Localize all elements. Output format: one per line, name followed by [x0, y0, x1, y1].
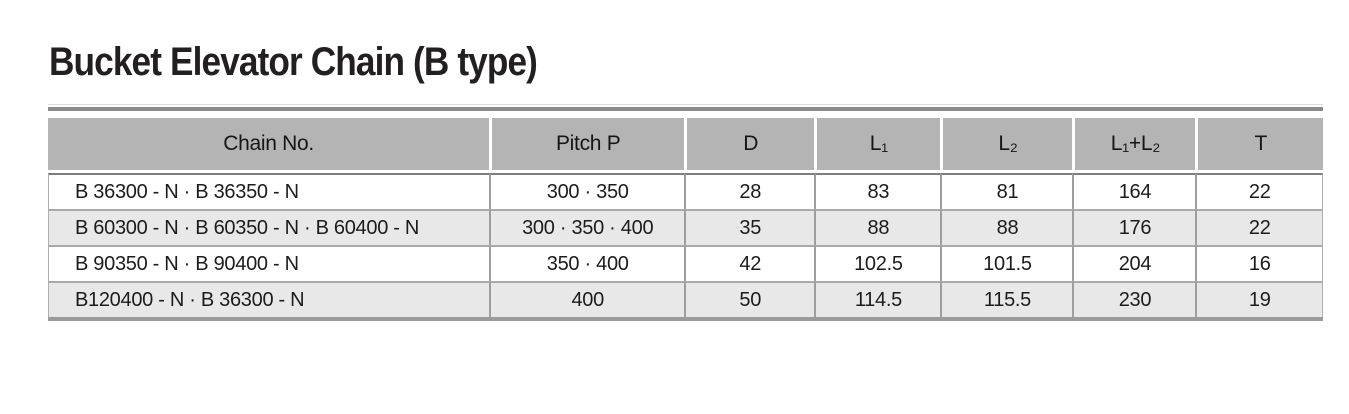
cell-l1: 114.5: [814, 281, 940, 317]
cell-chain-no: B 60300 - N · B 60350 - N · B 60400 - N: [48, 209, 489, 245]
header-row: [48, 118, 1323, 173]
cell-l2: 115.5: [940, 281, 1072, 317]
cell-l1-plus-l2: 176: [1072, 209, 1195, 245]
table-row: [48, 209, 1323, 245]
cell-pitch-p: 300 · 350 · 400: [489, 209, 684, 245]
cell-pitch-p: 350 · 400: [489, 245, 684, 281]
bottom-rule: [48, 317, 1323, 321]
cell-chain-no: B 36300 - N · B 36350 - N: [48, 173, 489, 209]
cell-chain-no: B 90350 - N · B 90400 - N: [48, 245, 489, 281]
cell-l1-plus-l2: 230: [1072, 281, 1195, 317]
cell-l1: 83: [814, 173, 940, 209]
column-header-l1: L₁: [814, 118, 940, 173]
cell-t: 22: [1195, 173, 1323, 209]
cell-pitch-p: 300 · 350: [489, 173, 684, 209]
page-title: Bucket Elevator Chain (B type): [49, 40, 538, 84]
cell-l2: 88: [940, 209, 1072, 245]
cell-l2: 81: [940, 173, 1072, 209]
cell-l1: 88: [814, 209, 940, 245]
column-header-t: T: [1195, 118, 1323, 173]
cell-t: 19: [1195, 281, 1323, 317]
table-row: [48, 245, 1323, 281]
cell-d: 35: [684, 209, 814, 245]
column-header-l2: L₂: [940, 118, 1072, 173]
top-rule: [48, 107, 1323, 111]
top-faint-rule: [48, 104, 1323, 105]
column-header-chain-no: Chain No.: [48, 118, 489, 173]
spec-table-section: [48, 104, 1323, 321]
cell-t: 22: [1195, 209, 1323, 245]
cell-l2: 101.5: [940, 245, 1072, 281]
cell-chain-no: B120400 - N · B 36300 - N: [48, 281, 489, 317]
cell-l1-plus-l2: 164: [1072, 173, 1195, 209]
cell-d: 42: [684, 245, 814, 281]
table-row: [48, 173, 1323, 209]
table-row: [48, 281, 1323, 317]
cell-pitch-p: 400: [489, 281, 684, 317]
cell-d: 28: [684, 173, 814, 209]
column-header-l1-plus-l2: L₁+L₂: [1072, 118, 1195, 173]
cell-l1: 102.5: [814, 245, 940, 281]
spec-table: [48, 118, 1323, 317]
column-header-pitch-p: Pitch P: [489, 118, 684, 173]
column-header-d: D: [684, 118, 814, 173]
cell-l1-plus-l2: 204: [1072, 245, 1195, 281]
cell-d: 50: [684, 281, 814, 317]
cell-t: 16: [1195, 245, 1323, 281]
